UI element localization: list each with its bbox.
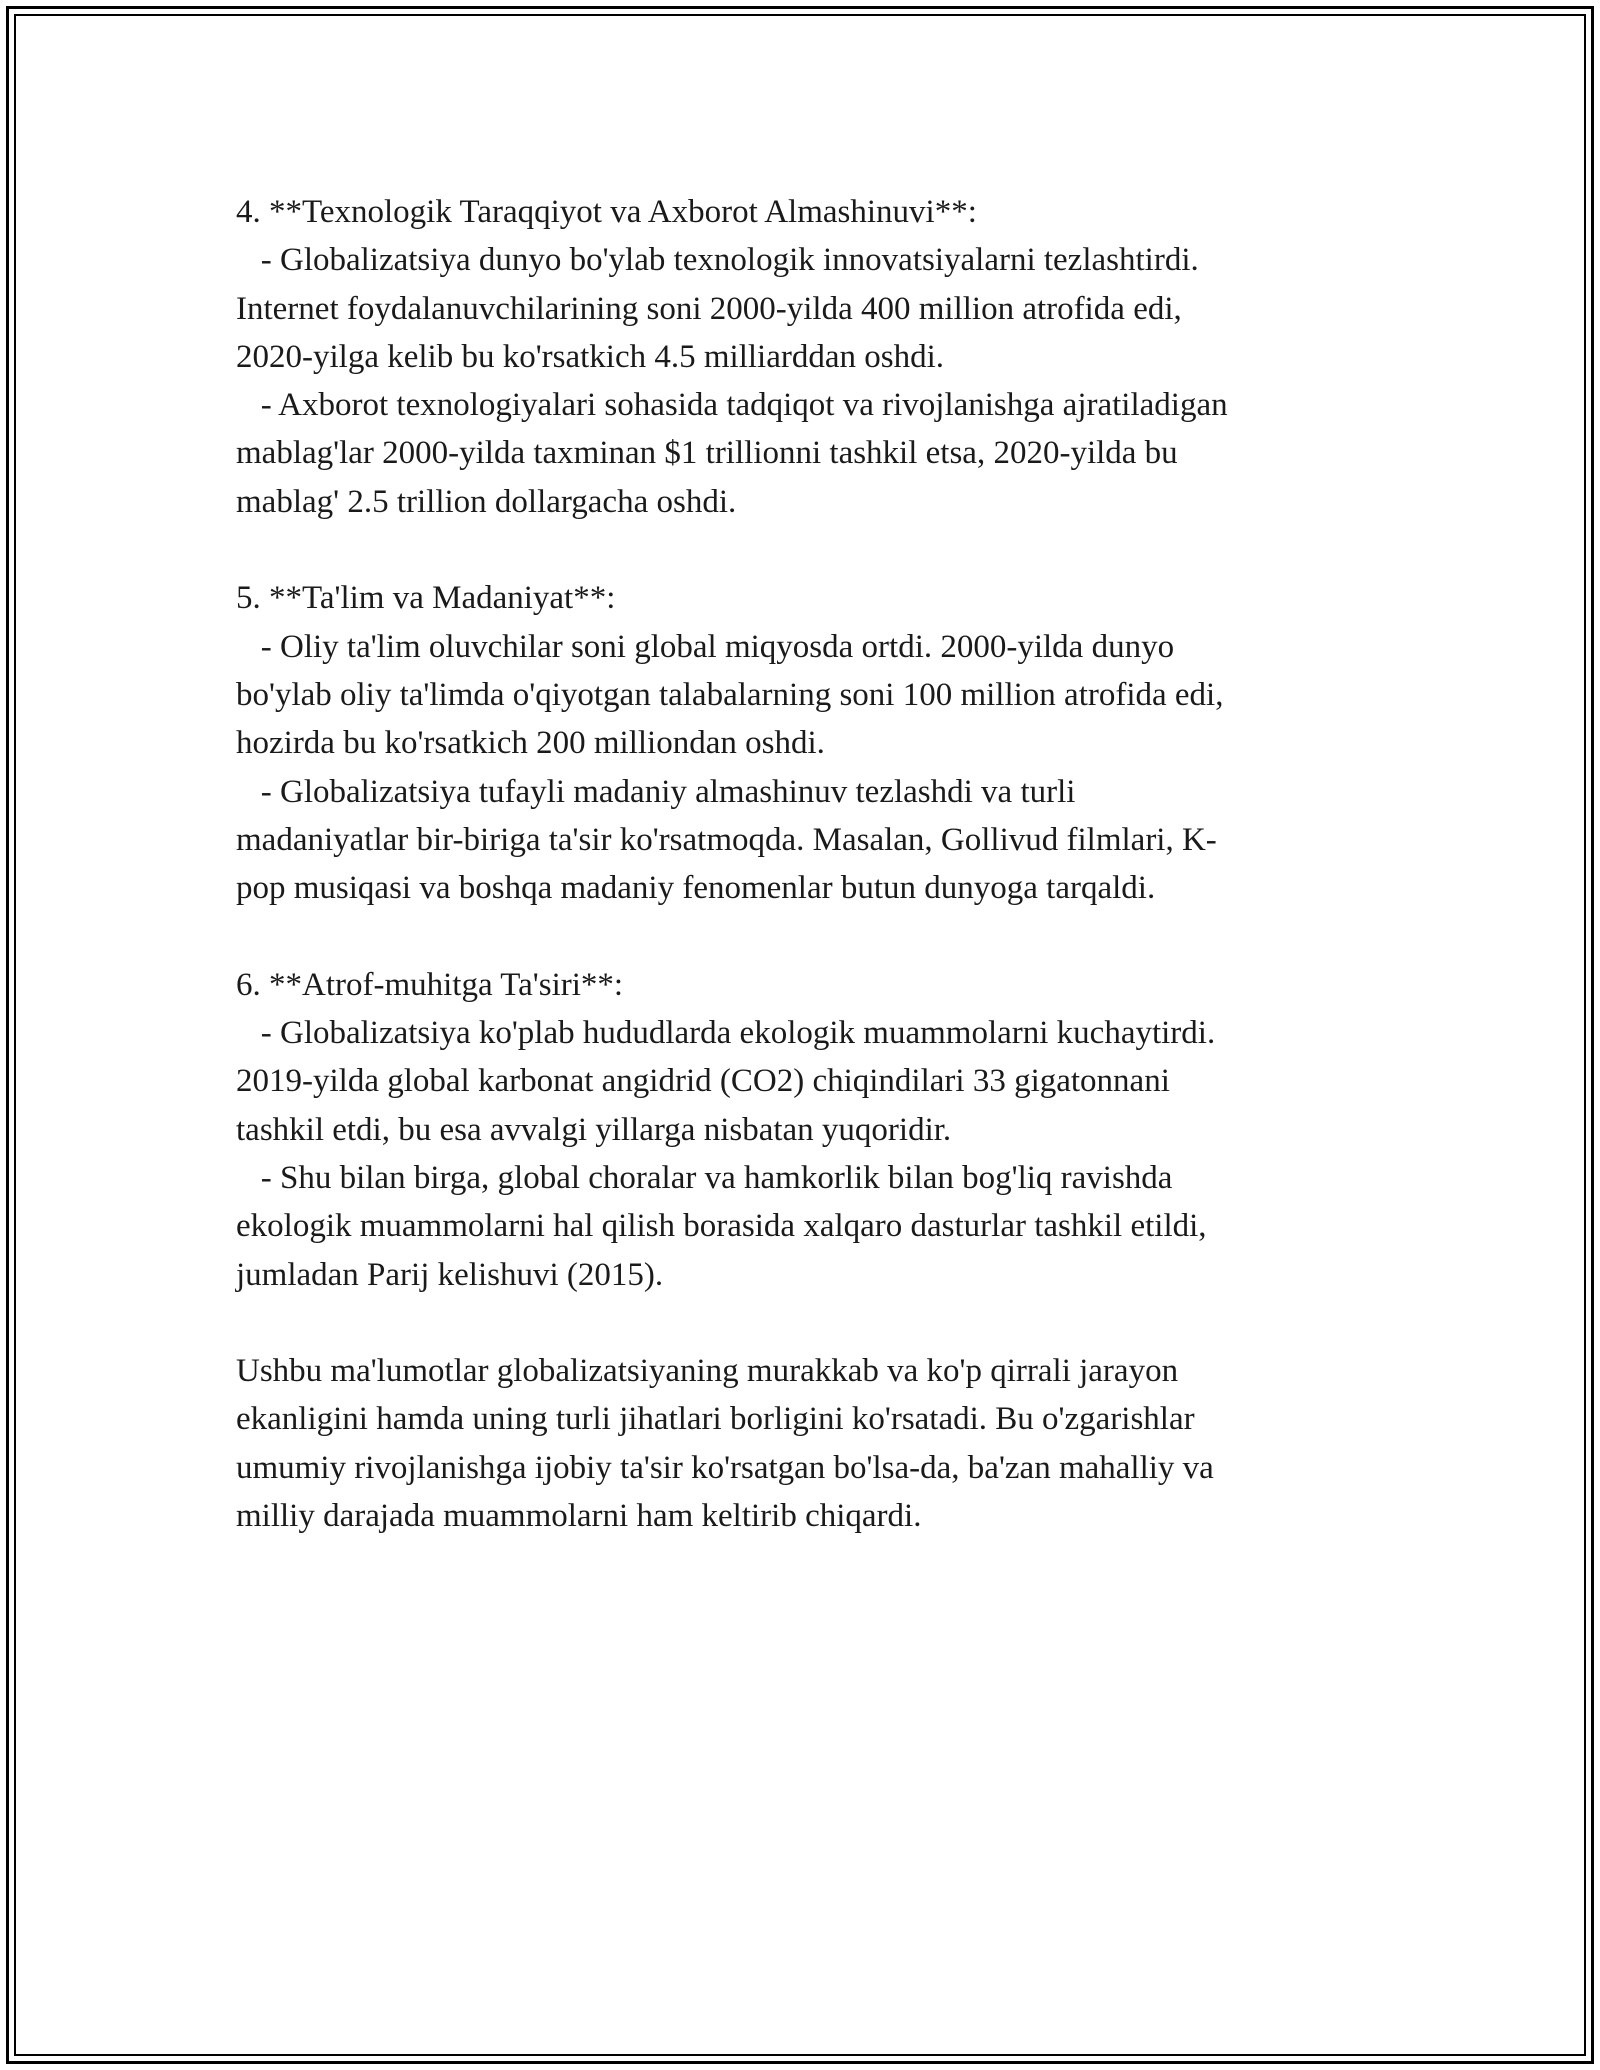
- section-4: [236, 188, 1386, 526]
- section-6: [236, 961, 1386, 1299]
- text-line: - Axborot texnologiyalari sohasida tadqiqot va rivojlanishga ajratiladigan: [236, 387, 1228, 424]
- text-line: - Oliy ta'lim oluvchilar soni global miqyosda ortdi. 2000-yilda dunyo: [236, 628, 1175, 665]
- text-line: tashkil etdi, bu esa avvalgi yillarga nisbatan yuqoridir.: [236, 1111, 952, 1148]
- text-line: bo'ylab oliy ta'limda o'qiyotgan talabalarning soni 100 million atrofida edi,: [236, 676, 1224, 713]
- section-heading: 5. **Ta'lim va Madaniyat**:: [236, 580, 616, 617]
- conclusion-paragraph: [236, 1347, 1386, 1540]
- text-line: - Globalizatsiya tufayli madaniy almashinuv tezlashdi va turli: [236, 773, 1076, 810]
- section-heading: 6. **Atrof-muhitga Ta'siri**:: [236, 966, 624, 1003]
- text-line: - Shu bilan birga, global choralar va hamkorlik bilan bog'liq ravishda: [236, 1159, 1173, 1196]
- text-line: - Globalizatsiya ko'plab hududlarda ekologik muammolarni kuchaytirdi.: [236, 1015, 1216, 1052]
- text-line: mablag' 2.5 trillion dollargacha oshdi.: [236, 483, 737, 520]
- text-line: pop musiqasi va boshqa madaniy fenomenlar butun dunyoga tarqaldi.: [236, 870, 1156, 907]
- text-line: madaniyatlar bir-biriga ta'sir ko'rsatmoqda. Masalan, Gollivud filmlari, K-: [236, 821, 1217, 858]
- text-line: umumiy rivojlanishga ijobiy ta'sir ko'rsatgan bo'lsa-da, ba'zan mahalliy va: [236, 1449, 1214, 1486]
- paragraph-gap: [236, 526, 1386, 574]
- text-line: jumladan Parij kelishuvi (2015).: [236, 1256, 664, 1293]
- paragraph-gap: [236, 1299, 1386, 1347]
- text-line: ekologik muammolarni hal qilish borasida xalqaro dasturlar tashkil etildi,: [236, 1208, 1207, 1245]
- text-line: 2020-yilga kelib bu ko'rsatkich 4.5 milliarddan oshdi.: [236, 338, 945, 375]
- text-line: ekanligini hamda uning turli jihatlari borligini ko'rsatadi. Bu o'zgarishlar: [236, 1401, 1195, 1438]
- document-body: [236, 188, 1386, 1540]
- text-line: hozirda bu ko'rsatkich 200 milliondan oshdi.: [236, 725, 825, 762]
- section-5: [236, 574, 1386, 912]
- section-heading: 4. **Texnologik Taraqqiyot va Axborot Almashinuvi**:: [236, 194, 977, 230]
- text-line: - Globalizatsiya dunyo bo'ylab texnologik innovatsiyalarni tezlashtirdi.: [236, 242, 1199, 279]
- paragraph-gap: [236, 912, 1386, 960]
- text-line: milliy darajada muammolarni ham keltirib chiqardi.: [236, 1498, 922, 1535]
- text-line: Internet foydalanuvchilarining soni 2000-yilda 400 million atrofida edi,: [236, 290, 1182, 327]
- text-line: mablag'lar 2000-yilda taxminan $1 trillionni tashkil etsa, 2020-yilda bu: [236, 435, 1178, 472]
- text-line: 2019-yilda global karbonat angidrid (CO2) chiqindilari 33 gigatonnani: [236, 1063, 1170, 1100]
- text-line: Ushbu ma'lumotlar globalizatsiyaning murakkab va ko'p qirrali jarayon: [236, 1353, 1179, 1390]
